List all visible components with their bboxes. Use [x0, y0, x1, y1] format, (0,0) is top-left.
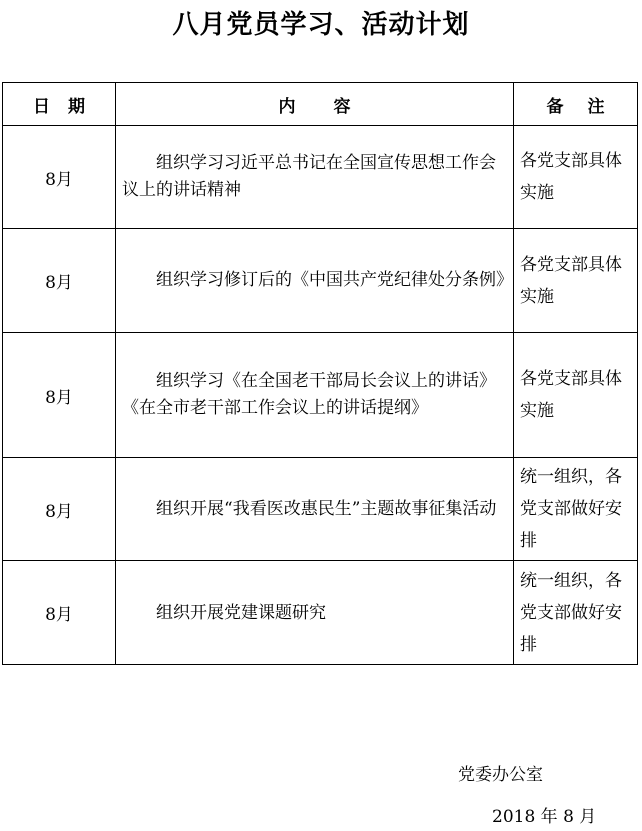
row-remark-cell: [514, 333, 638, 458]
row-content: 组织学习修订后的《中国共产党纪律处分条例》: [156, 270, 513, 290]
row-date: 8月: [3, 126, 116, 229]
issue-date: 2018 年 8 月: [492, 807, 597, 827]
document-title: 八月党员学习、活动计划: [172, 10, 470, 40]
row-remark: 统一组织，各党支部做好安排: [520, 570, 622, 655]
row-date: 8月: [3, 458, 116, 561]
table-row: [3, 126, 638, 229]
row-remark: 统一组织，各党支部做好安排: [520, 467, 622, 551]
row-content-cell: [116, 561, 514, 665]
row-content: 组织学习习近平总书记在全国宣传思想工作会议上的讲话精神: [122, 153, 496, 200]
header-content: 内容: [116, 83, 514, 126]
header-remark: 备注: [514, 83, 638, 126]
row-content: 组织开展党建课题研究: [156, 602, 326, 623]
header-date: 日期: [3, 83, 116, 126]
table-row: [3, 229, 638, 333]
row-remark: 各党支部具体实施: [520, 369, 622, 421]
row-date: 8月: [3, 333, 116, 458]
plan-table: [2, 82, 638, 665]
row-remark: 各党支部具体实施: [520, 254, 622, 307]
row-content: 组织开展“我看医改惠民生”主题故事征集活动: [156, 498, 497, 519]
row-remark: 各党支部具体实施: [520, 151, 622, 203]
table-row: [3, 458, 638, 561]
table-header-row: [3, 83, 638, 126]
row-content-cell: [116, 333, 514, 458]
row-remark-cell: [514, 229, 638, 333]
table-row: [3, 333, 638, 458]
row-content-cell: [116, 229, 514, 333]
row-content-cell: [116, 458, 514, 561]
row-content-cell: [116, 126, 514, 229]
issuing-office: 党委办公室: [458, 765, 543, 785]
row-date: 8月: [3, 229, 116, 333]
row-remark-cell: [514, 126, 638, 229]
row-date: 8月: [3, 561, 116, 665]
row-content: 组织学习《在全国老干部局长会议上的讲话》《在全市老干部工作会议上的讲话提纲》: [122, 371, 496, 418]
row-remark-cell: [514, 561, 638, 665]
table-row: [3, 561, 638, 665]
row-remark-cell: [514, 458, 638, 561]
